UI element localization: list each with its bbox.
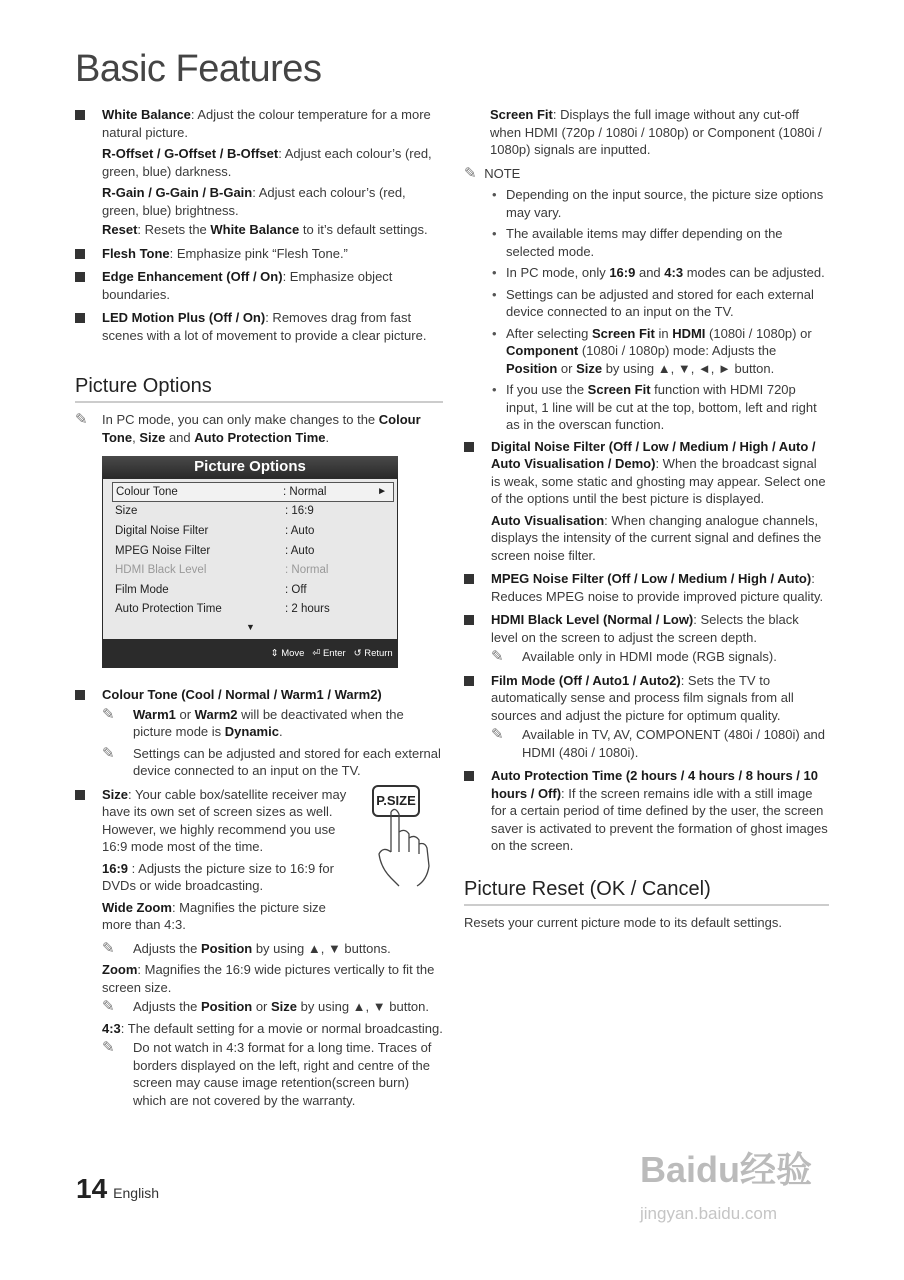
screen-fit-paragraph: Screen Fit: Displays the full image without any cut-off when HDMI (720p / 1080i / 1080p) or Component (1080i / 1080p) signals are inputted. [490, 107, 822, 157]
list-item: • In PC mode, only 16:9 and 4:3 modes can be adjusted. [490, 264, 829, 282]
watermark-logo: Baidu经验 [640, 1149, 813, 1190]
osd-menu [103, 479, 397, 639]
note-film-mode: ✎ Available in TV, AV, COMPONENT (480i / 1080i) and HDMI (480i / 1080i). [491, 726, 826, 760]
list-item-mpeg-noise-filter: MPEG Noise Filter (Off / Low / Medium / High / Auto): Reduces MPEG noise to provide improved picture quality. [464, 570, 829, 605]
enter-icon: ⏎ [312, 648, 321, 659]
square-bullet-icon [75, 249, 85, 259]
note-pencil-icon: ✎ [491, 726, 504, 743]
note-warm-modes: ✎ Warm1 or Warm2 will be deactivated when the picture mode is Dynamic. [102, 705, 404, 739]
enter-hint: Enter [322, 648, 346, 659]
note-wide-zoom: ✎ Adjusts the Position by using ▲, ▼ buttons. [102, 939, 391, 957]
osd-row-hdmi-black-level: HDMI Black Level : Normal [115, 564, 329, 576]
osd-row-film-mode[interactable]: Film Mode : Off [115, 584, 307, 596]
square-bullet-icon [75, 690, 85, 700]
note-pencil-icon: ✎ [464, 164, 477, 182]
list-item: • If you use the Screen Fit function with HDMI 720p input, 1 line will be cut at the top, bottom, left and right as in the overscan function. [490, 381, 829, 434]
list-item-colour-tone: Colour Tone (Cool / Normal / Warm1 / Warm2) ✎ Warm1 or Warm2 will be deactivated when the picture mode is Dynamic. ✎ Settings can be adjusted and stored for each external device connected to an input on the TV. [75, 686, 443, 780]
list-item-hdmi-black-level: HDMI Black Level (Normal / Low): Selects the black level on the screen to adjust the screen depth. ✎ Available only in HDMI mode (RGB signals). [464, 611, 829, 666]
list-item: • The available items may differ depending on the selected mode. [490, 225, 829, 260]
square-bullet-icon [75, 272, 85, 282]
note-hdmi: ✎ Available only in HDMI mode (RGB signals). [491, 648, 777, 665]
list-item-flesh-tone: Flesh Tone: Emphasize pink “Flesh Tone.” [75, 245, 443, 263]
osd-row-colour-tone[interactable]: Colour Tone : Normal ► [112, 482, 394, 502]
note-bullets [464, 186, 829, 434]
list-item-size: Size: Your cable box/satellite receiver may have its own set of screen sizes as well. However, we highly recommend you use 16:9 mode most of the time. P.SIZE 16:9 : Adjusts the picture size to 16:9 for DVDs or wide broadcasting. Wide Zoom: Magnifies the picture size more than 4:3. [75, 786, 443, 934]
list-item: • After selecting Screen Fit in HDMI (1080i / 1080p) or Component (1080i / 1080p) mode: Adjusts the Position or Size by using ▲, ▼, ◄, ► button. [490, 325, 829, 378]
note-pencil-icon: ✎ [102, 1039, 115, 1056]
move-icon: ⇕ [270, 648, 279, 659]
page-title: Basic Features [75, 48, 322, 90]
list-item-led-motion: LED Motion Plus (Off / On): Removes drag from fast scenes with a lot of movement to provide a clear picture. [75, 309, 443, 344]
square-bullet-icon [75, 790, 85, 800]
arrow-right-icon: ► [377, 486, 387, 497]
return-icon: ↺ [353, 648, 362, 659]
osd-footer [102, 640, 398, 668]
list-item-film-mode: Film Mode (Off / Auto1 / Auto2): Sets the TV to automatically sense and process film signals from all sources and adjust the picture for optimum quality. ✎ Available in TV, AV, COMPONENT (480i / 1080i) and HDMI (480i / 1080i). [464, 672, 829, 762]
page-number: 14 [76, 1173, 108, 1204]
square-bullet-icon [464, 442, 474, 452]
psize-button[interactable]: P.SIZE [372, 785, 420, 817]
list-item-white-balance: White Balance: Adjust the colour temperature for a more natural picture. R-Offset / G-Offset / B-Offset: Adjust each colour’s (red, green, blue) darkness. R-Gain / G-Gain / B-Gain: Adjust each colour’s (red, green, blue) brightness. Reset: Resets the White Balance to it’s default settings. [75, 106, 443, 239]
note-pc-mode: ✎ In PC mode, you can only make changes to the Colour Tone, Size and Auto Protection Time. [75, 411, 421, 445]
list-item-auto-protection-time: Auto Protection Time (2 hours / 4 hours / 8 hours / 10 hours / Off): If the screen remains idle with a still image for a certain period of time defined by the user, the screen saver is activated to prevent the formation of ghost images on the screen. [464, 767, 829, 855]
pointing-hand-icon [369, 782, 441, 890]
picture-reset-text: Resets your current picture mode to its default settings. [464, 914, 782, 930]
left-column [75, 106, 443, 1113]
note-header: ✎ NOTE [464, 164, 521, 182]
square-bullet-icon [464, 771, 474, 781]
osd-row-mpeg-noise-filter[interactable]: MPEG Noise Filter : Auto [115, 545, 315, 557]
note-pencil-icon: ✎ [102, 705, 115, 723]
square-bullet-icon [464, 615, 474, 625]
list-item-edge-enhancement: Edge Enhancement (Off / On): Emphasize object boundaries. [75, 268, 443, 303]
note-4-3-warning: ✎ Do not watch in 4:3 format for a long time. Traces of borders displayed on the left, right and centre of the screen may cause image retention(screen burn) which are not covered by the warranty. [102, 1039, 432, 1108]
list-item: • Depending on the input source, the picture size options may vary. [490, 186, 829, 221]
picture-options-osd [102, 456, 398, 668]
note-external-device: ✎ Settings can be adjusted and stored for each external device connected to an input on the TV. [102, 744, 441, 778]
return-hint: Return [364, 648, 393, 659]
note-pencil-icon: ✎ [75, 411, 88, 428]
list-item-digital-noise-filter: Digital Noise Filter (Off / Low / Medium / High / Auto / Auto Visualisation / Demo): When the broadcast signal is weak, some static and ghosting may appear. Select one of the options until the best picture is displayed. Auto Visualisation: When changing analogue channels, displays the intensity of the current signal and defines the screen noise filter. [464, 438, 829, 565]
right-column [464, 106, 829, 931]
note-pencil-icon: ✎ [102, 998, 115, 1015]
osd-row-auto-protection-time[interactable]: Auto Protection Time : 2 hours [115, 603, 330, 615]
osd-row-digital-noise-filter[interactable]: Digital Noise Filter : Auto [115, 525, 315, 537]
square-bullet-icon [464, 676, 474, 686]
psize-remote-illustration [369, 782, 441, 890]
page-language: English [113, 1185, 160, 1201]
note-pencil-icon: ✎ [102, 744, 115, 762]
list-item: • Settings can be adjusted and stored for each external device connected to an input on the TV. [490, 286, 829, 321]
section-heading-picture-reset: Picture Reset (OK / Cancel) [464, 877, 829, 906]
size-details: ✎ Adjusts the Position by using ▲, ▼ buttons. Zoom: Magnifies the 16:9 wide pictures vertically to fit the screen size. ✎ Adjusts the Position or Size by using ▲, ▼ button. 4:3: The default setting for a movie or normal broadcasting. ✎ Do not watch in 4:3 format for a long time. Traces of borders displayed on the left, right and centre of the screen may cause image retention(screen burn) which are not covered by the warranty. [102, 939, 443, 1108]
osd-title: Picture Options [102, 456, 398, 478]
osd-row-size[interactable]: Size : 16:9 [115, 505, 314, 517]
page-footer [76, 1173, 160, 1204]
note-zoom: ✎ Adjusts the Position or Size by using ▲, ▼ button. [102, 998, 429, 1015]
square-bullet-icon [75, 313, 85, 323]
note-pencil-icon: ✎ [102, 939, 115, 957]
scroll-down-icon[interactable]: ▼ [246, 622, 255, 632]
square-bullet-icon [464, 574, 474, 584]
watermark-url: jingyan.baidu.com [640, 1204, 778, 1223]
square-bullet-icon [75, 110, 85, 120]
move-hint: Move [281, 648, 305, 659]
note-pencil-icon: ✎ [491, 648, 504, 665]
section-heading-picture-options: Picture Options [75, 374, 443, 403]
